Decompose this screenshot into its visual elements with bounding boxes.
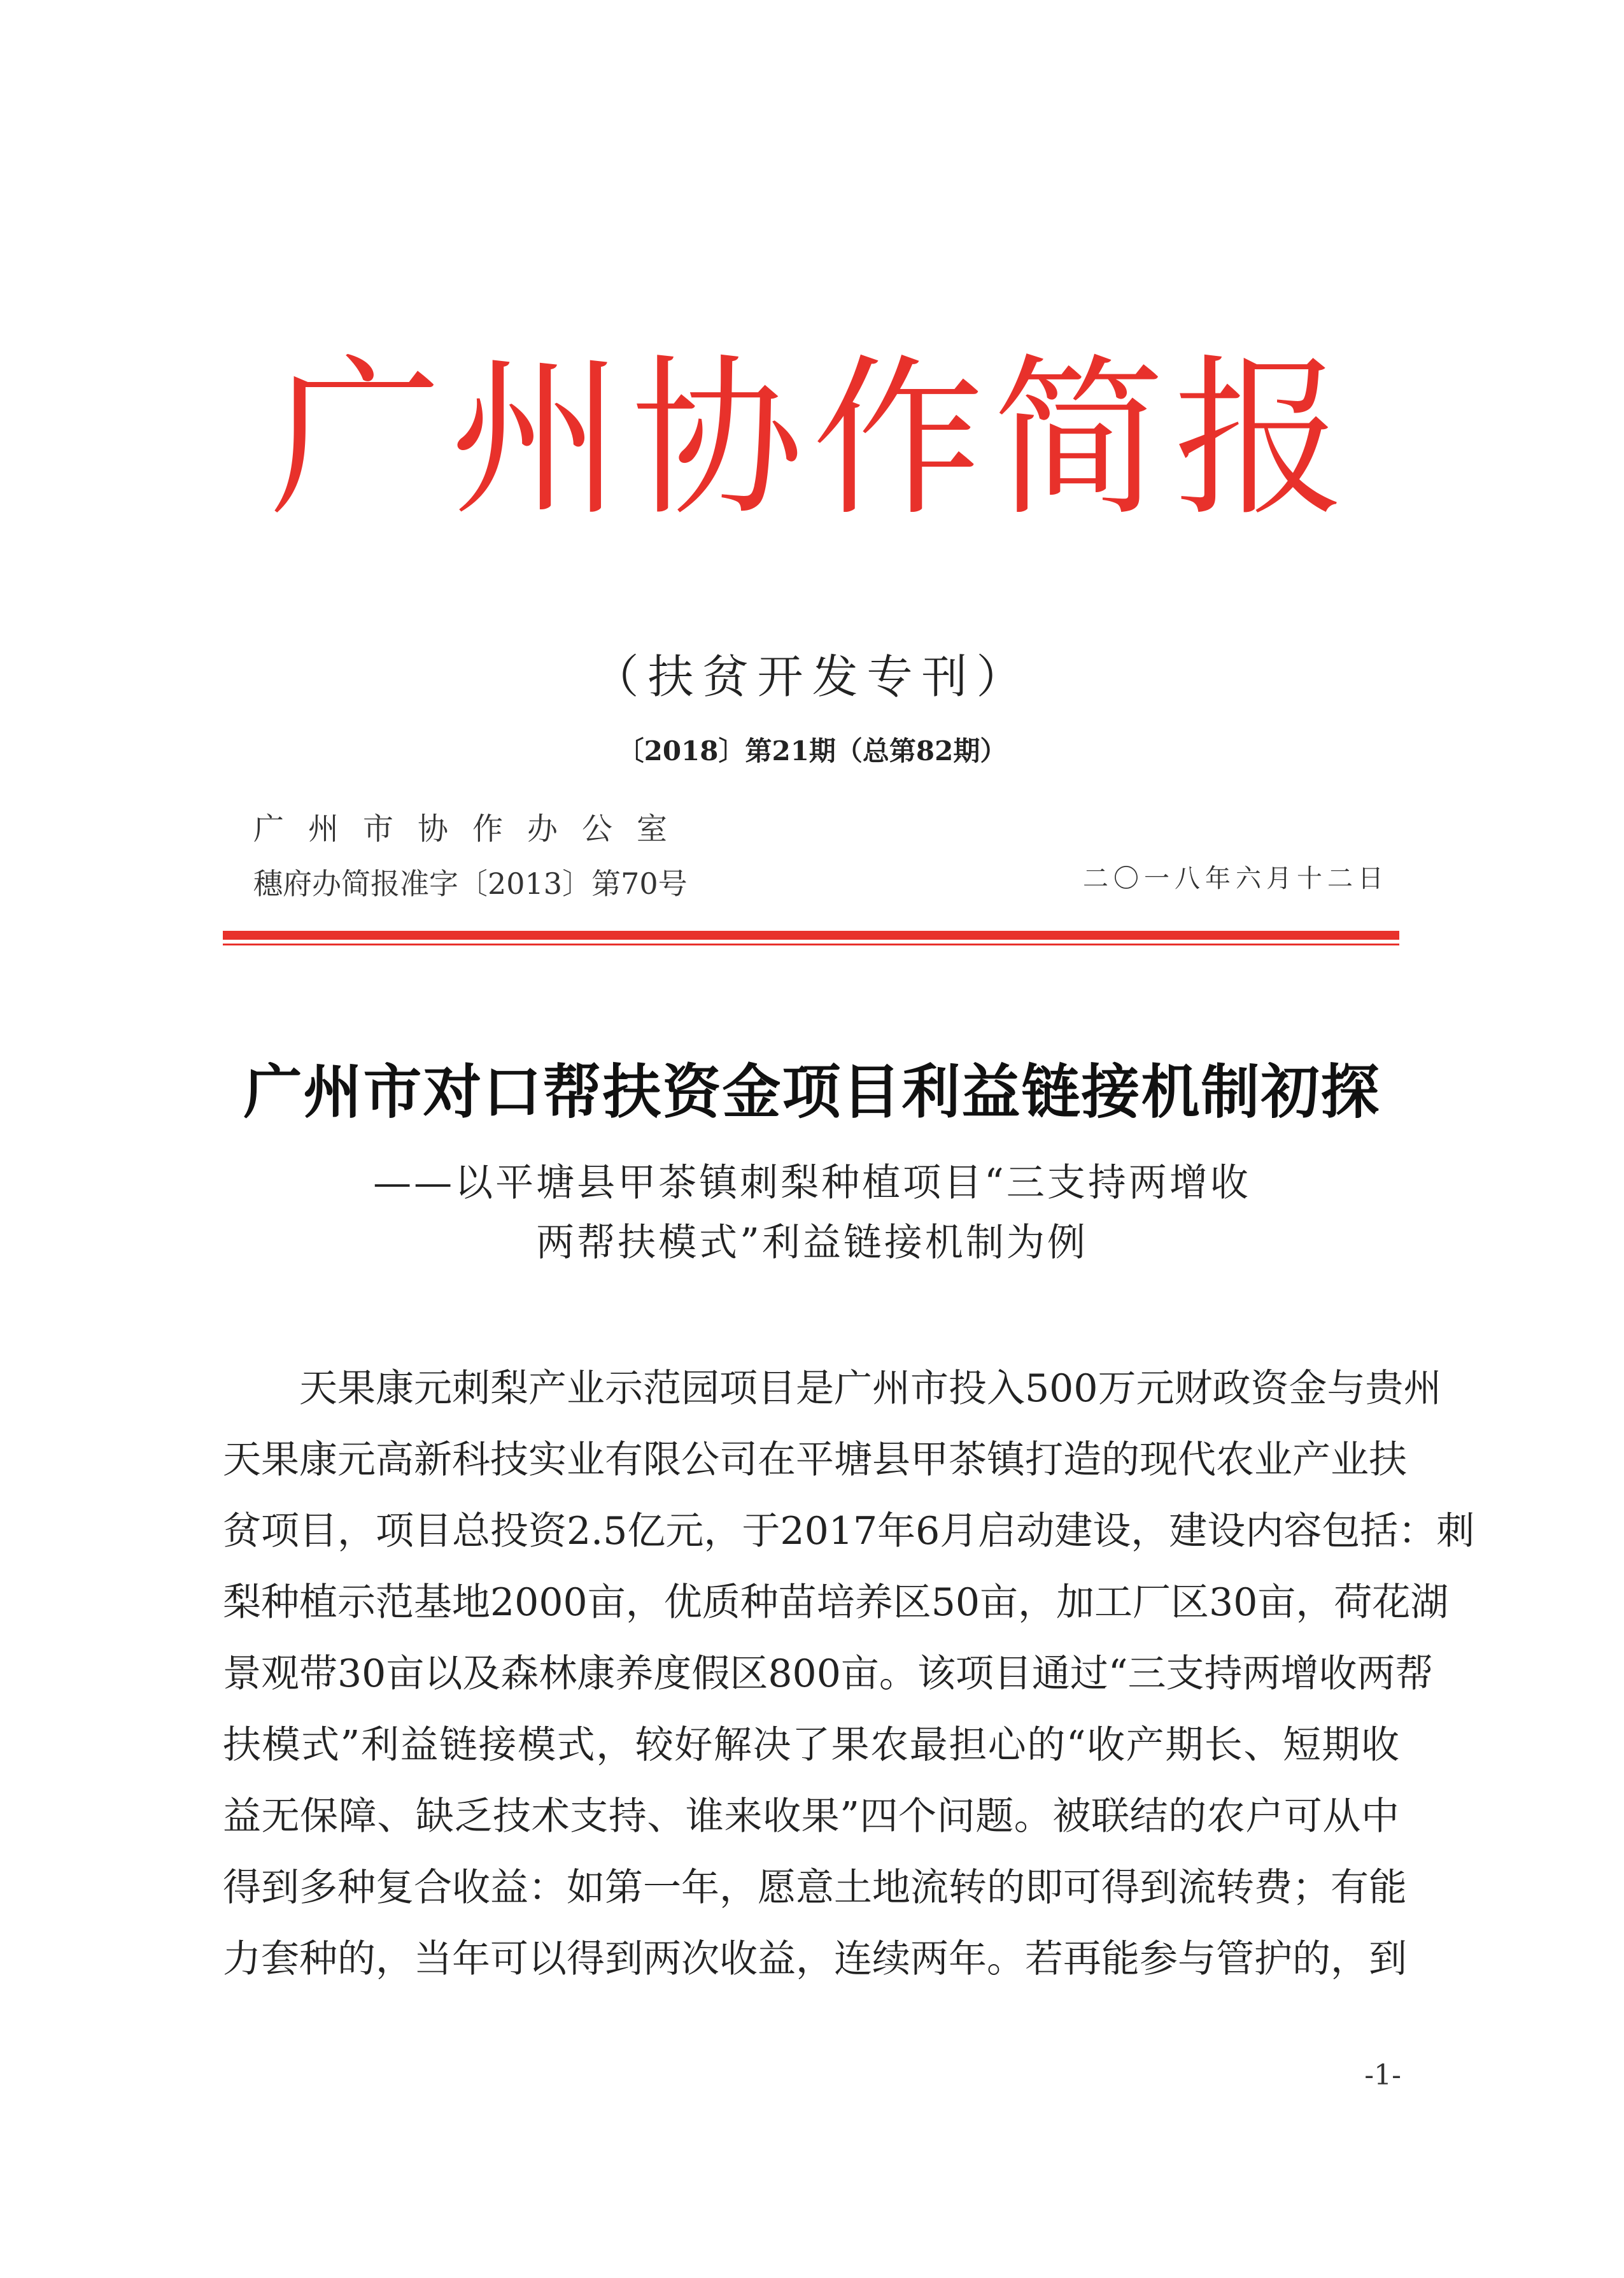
body-line: 扶模式”利益链接模式，较好解决了果农最担心的“收产期长、短期收 — [223, 1723, 1399, 1767]
masthead-title: 广州协作简报 — [269, 339, 1355, 539]
page-number: -1- — [1364, 2059, 1401, 2091]
body-line: 景观带30亩以及森林康养度假区800亩。该项目通过“三支持两增收两帮 — [223, 1652, 1434, 1696]
approval-number: 穗府办简报准字〔2013〕第70号 — [253, 867, 688, 901]
header-divider-thick — [223, 931, 1399, 940]
body-line: 天果康元刺梨产业示范园项目是广州市投入500万元财政资金与贵州 — [299, 1366, 1442, 1411]
issue-number: 〔2018〕第21期（总第82期） — [617, 735, 1007, 767]
body-line: 梨种植示范基地2000亩，优质种苗培养区50亩，加工厂区30亩，荷花湖 — [223, 1580, 1449, 1625]
article-title: 广州市对口帮扶资金项目利益链接机制初探 — [243, 1058, 1381, 1126]
body-line: 益无保障、缺乏技术支持、谁来收果”四个问题。被联结的农户可从中 — [223, 1794, 1399, 1839]
special-issue-label: （扶贫开发专刊） — [593, 650, 1031, 704]
issue-date: 二〇一八年六月十二日 — [1083, 864, 1388, 893]
article-subtitle-line-2: 两帮扶模式”利益链接机制为例 — [536, 1220, 1088, 1265]
body-line: 得到多种复合收益：如第一年，愿意土地流转的即可得到流转费；有能 — [223, 1865, 1407, 1910]
header-divider-thin — [223, 944, 1399, 945]
organization-name: 广州市协作办公室 — [253, 811, 692, 847]
article-subtitle-line-1: ——以平塘县甲茶镇刺梨种植项目“三支持两增收 — [373, 1161, 1251, 1205]
body-line: 力套种的，当年可以得到两次收益，连续两年。若再能参与管护的，到 — [223, 1937, 1407, 1981]
body-line: 贫项目，项目总投资2.5亿元，于2017年6月启动建设，建设内容包括：刺 — [223, 1509, 1475, 1553]
body-line: 天果康元高新科技实业有限公司在平塘县甲茶镇打造的现代农业产业扶 — [223, 1438, 1407, 1482]
article-body — [223, 1353, 1475, 1995]
